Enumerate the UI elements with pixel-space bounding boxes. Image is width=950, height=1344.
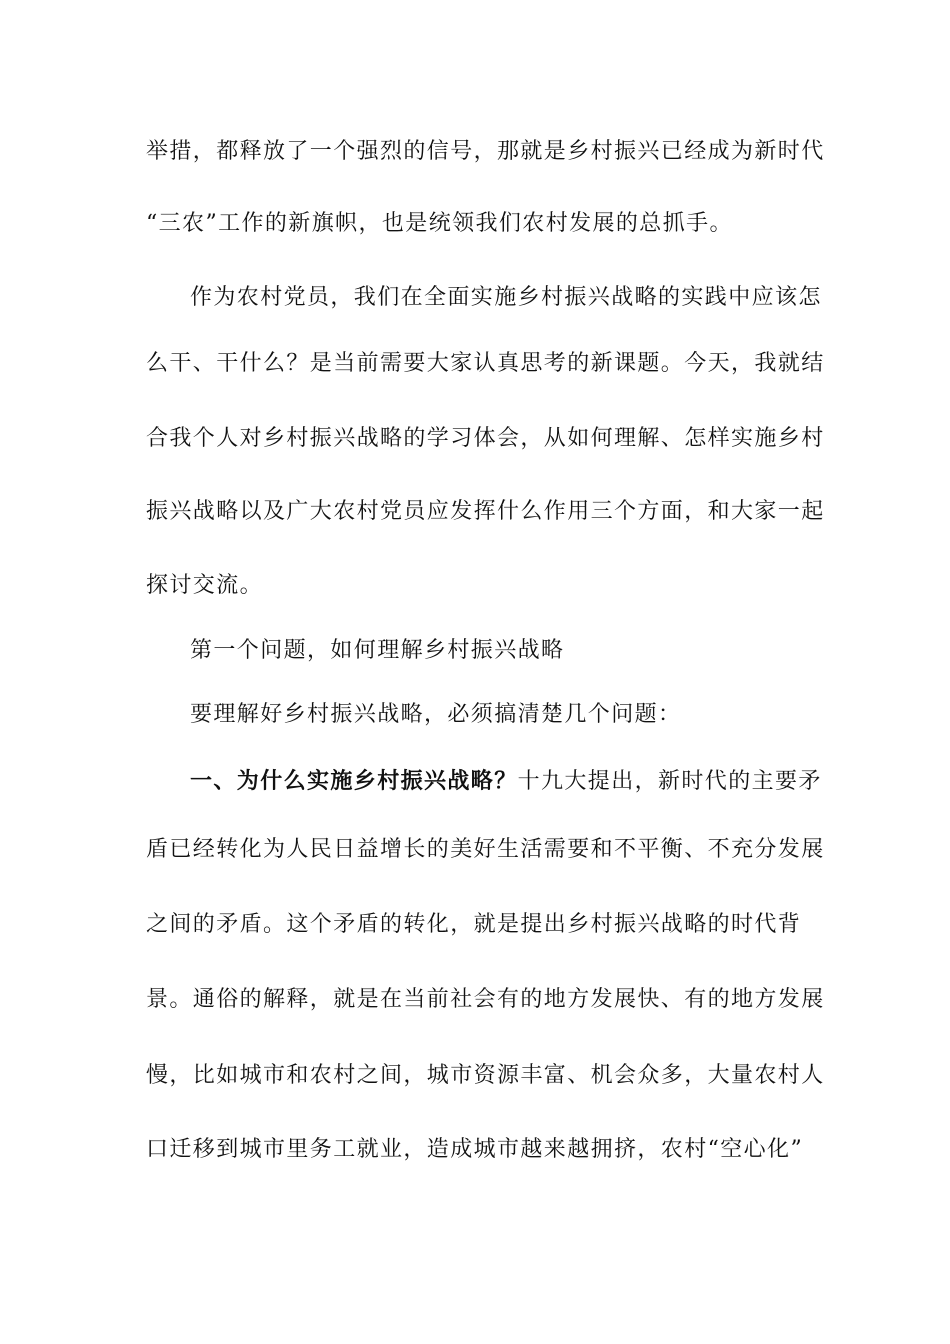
subheading-one: 一、为什么实施乡村振兴战略？ [190,768,518,794]
paragraph-line: 振兴战略以及广大农村党员应发挥什么作用三个方面，和大家一起 [146,499,825,524]
paragraph-line: “三农”工作的新旗帜，也是统领我们农村发展的总抓手。 [146,211,733,236]
paragraph-line: 要理解好乡村振兴战略，必须搞清楚几个问题： [190,702,682,727]
paragraph-line: 盾已经转化为人民日益增长的美好生活需要和不平衡、不充分发展 [146,837,825,862]
paragraph-line: 慢，比如城市和农村之间，城市资源丰富、机会众多，大量农村人 [146,1063,825,1088]
paragraph-line: 口迁移到城市里务工就业，造成城市越来越拥挤，农村“空心化” [146,1137,804,1162]
paragraph-line: 之间的矛盾。这个矛盾的转化，就是提出乡村振兴战略的时代背 [146,912,802,937]
paragraph-line: 举措，都释放了一个强烈的信号，那就是乡村振兴已经成为新时代 [146,139,825,164]
section-heading: 第一个问题，如何理解乡村振兴战略 [190,638,565,663]
paragraph-line [190,766,822,797]
paragraph-text: 十九大提出，新时代的主要矛 [517,769,822,794]
paragraph-line: 景。通俗的解释，就是在当前社会有的地方发展快、有的地方发展 [146,987,825,1012]
paragraph-line: 么干、干什么？是当前需要大家认真思考的新课题。今天，我就结 [146,351,825,376]
paragraph-line: 探讨交流。 [146,573,264,598]
paragraph-line: 合我个人对乡村振兴战略的学习体会，从如何理解、怎样实施乡村 [146,426,825,451]
paragraph-line: 作为农村党员，我们在全面实施乡村振兴战略的实践中应该怎 [190,285,822,310]
